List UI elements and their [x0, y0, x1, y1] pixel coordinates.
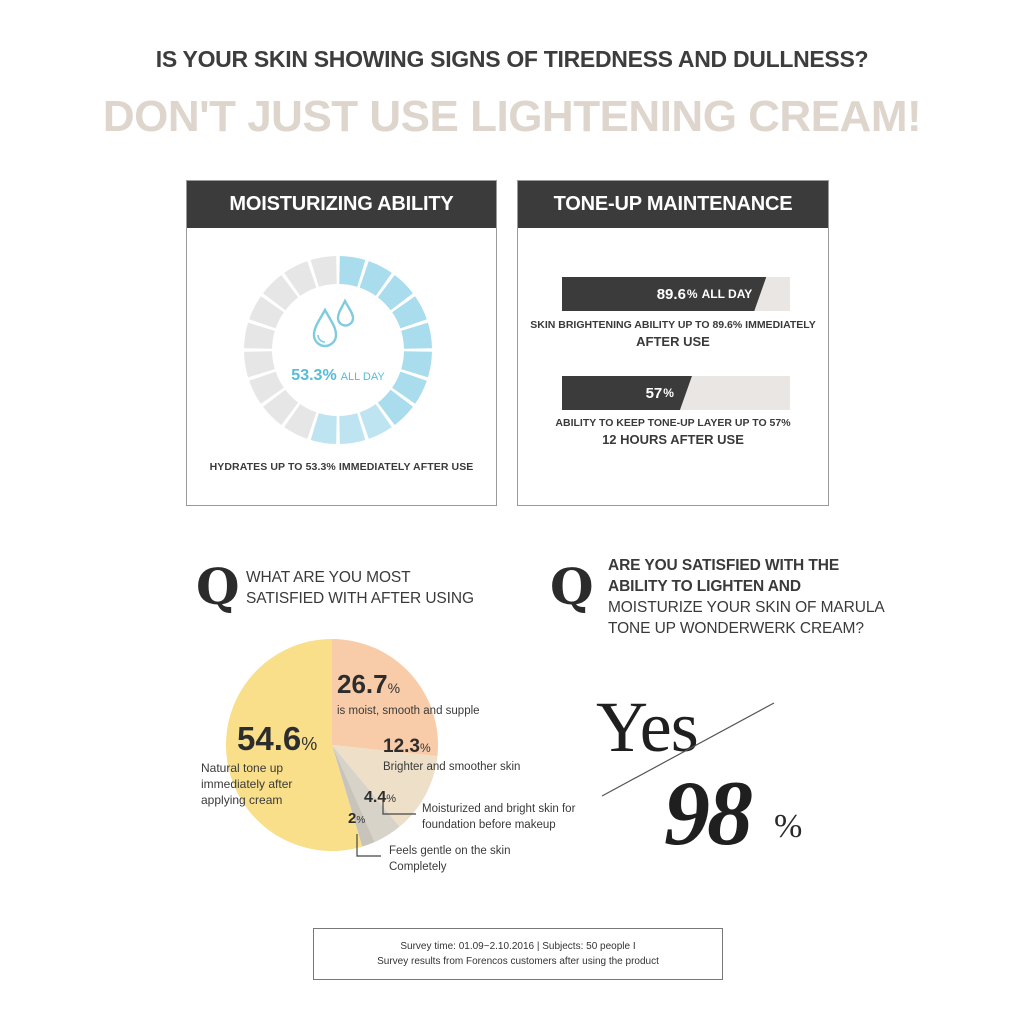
pie-label-54-6-desc-3: applying cream [201, 793, 283, 807]
survey-info-box [313, 928, 723, 980]
tone-up-bar-2-value: 57 [645, 384, 663, 402]
pie-label-4-4-value-wrap [364, 789, 396, 807]
pie-label-12-3-desc: Brighter and smoother skin [383, 761, 521, 773]
pie-label-2-value-wrap [348, 810, 365, 828]
headline-main: DON'T JUST USE LIGHTENING CREAM! [102, 92, 922, 141]
pie-label-26-7-desc: is moist, smooth and supple [337, 705, 480, 717]
moisturizing-caption: HYDRATES UP TO 53.3% IMMEDIATELY AFTER USE [209, 461, 474, 473]
pie-label-4-4-unit: % [386, 793, 397, 805]
tone-up-bar-1-unit: % [686, 287, 698, 301]
moisturizing-title: MOISTURIZING ABILITY [187, 181, 496, 228]
pie-label-26-7 [337, 669, 480, 719]
tone-up-bar-1-caption-1: SKIN BRIGHTENING ABILITY UP TO 89.6% IMMEDIATELY [530, 319, 816, 331]
question-2-line-2: ABILITY TO LIGHTEN AND [608, 578, 801, 595]
question-1-line-2: SATISFIED WITH AFTER USING [246, 590, 474, 607]
pie-label-2-unit: % [356, 815, 366, 826]
pie-label-12-3 [383, 736, 520, 775]
pie-label-12-3-unit: % [419, 741, 431, 755]
pie-label-26-7-value: 26.7 [337, 669, 388, 699]
pie-label-4-4-value: 4.4 [364, 789, 387, 806]
tone-up-bar-2-caption-2: 12 HOURS AFTER USE [602, 432, 744, 447]
pie-label-26-7-unit: % [387, 680, 401, 696]
pie-label-2-value: 2 [348, 810, 357, 827]
pie-label-4-4-desc-2: foundation before makeup [422, 819, 556, 831]
question-2-line-4: TONE UP WONDERWERK CREAM? [608, 620, 864, 637]
question-2-line-1: ARE YOU SATISFIED WITH THE [608, 557, 840, 574]
pie-label-12-3-value: 12.3 [383, 736, 420, 757]
pie-label-54-6-unit: % [301, 734, 318, 754]
headline-question: IS YOUR SKIN SHOWING SIGNS OF TIREDNESS AND DULLNESS? [155, 46, 869, 72]
pie-label-54-6-desc-1: Natural tone up [201, 761, 284, 775]
satisfaction-unit: % [774, 808, 803, 845]
leader-line-2 [357, 834, 381, 856]
pie-label-2-desc [389, 843, 510, 875]
question-1-line-1: WHAT ARE YOU MOST [246, 569, 411, 586]
pie-label-2-desc-2: Completely [389, 861, 447, 873]
tone-up-bar-2-caption-1: ABILITY TO KEEP TONE-UP LAYER UP TO 57% [555, 417, 791, 429]
pie-label-54-6-desc [201, 760, 292, 808]
survey-line-1: Survey time: 01.09~2.10.2016 | Subjects: 50 people I [400, 941, 636, 952]
pie-label-4-4-desc [422, 801, 575, 833]
tone-up-bar-1-value: 89.6 [656, 285, 686, 303]
pie-label-54-6-desc-2: immediately after [201, 777, 293, 791]
tone-up-bar-1-caption-2: AFTER USE [636, 334, 710, 349]
pie-label-4-4-desc-1: Moisturized and bright skin for [422, 803, 576, 815]
tone-up-bar-1-suffix: ALL DAY [701, 287, 753, 301]
satisfaction-value: 98 [664, 762, 750, 864]
question-2-line-3: MOISTURIZE YOUR SKIN OF MARULA [608, 599, 885, 616]
moisturizing-value-suffix: ALL DAY [340, 371, 385, 383]
moisturizing-value-number: 53.3% [291, 367, 337, 384]
pie-label-2-desc-1: Feels gentle on the skin [389, 845, 511, 857]
satisfaction-yes: Yes [596, 687, 698, 767]
question-2-mark: Q [550, 557, 594, 616]
tone-up-bar-2-unit: % [663, 386, 674, 400]
survey-line-2: Survey results from Forencos customers after using the product [377, 956, 659, 967]
tone-up-title: TONE-UP MAINTENANCE [518, 181, 828, 228]
pie-label-54-6 [237, 720, 317, 758]
question-1-mark: Q [196, 557, 240, 616]
pie-label-54-6-value: 54.6 [237, 720, 302, 757]
